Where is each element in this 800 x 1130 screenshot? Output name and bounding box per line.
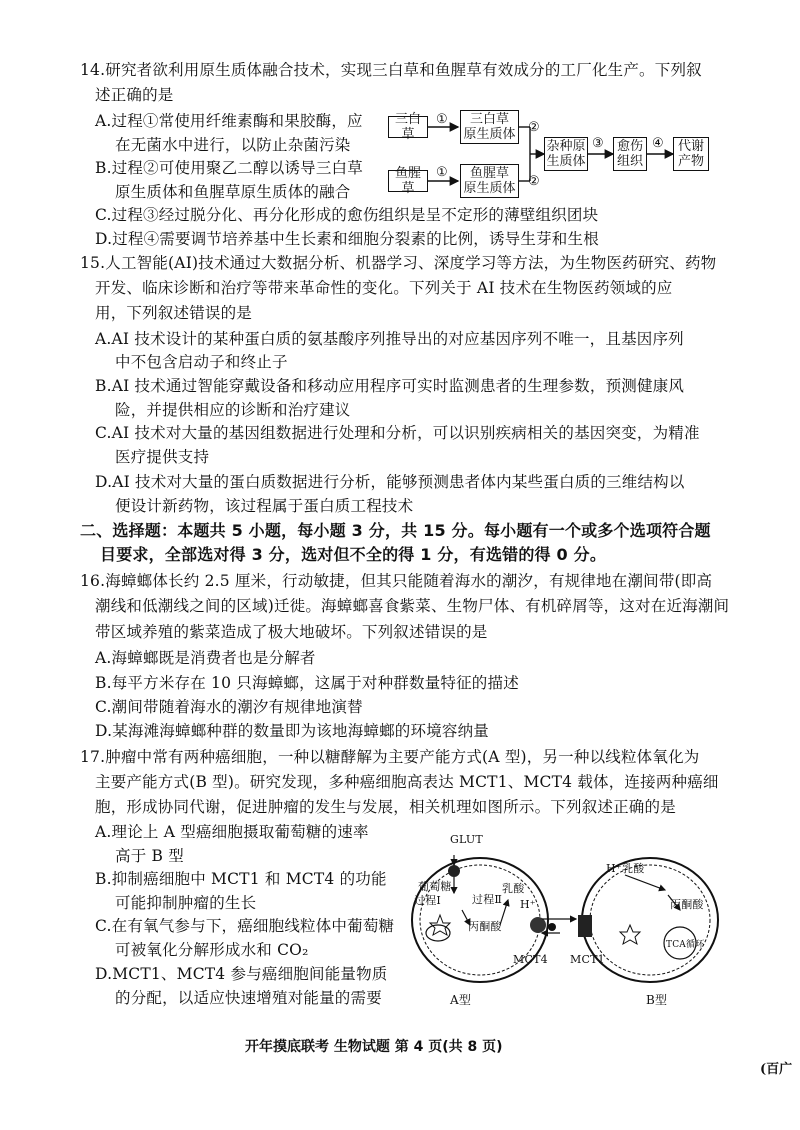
q15-option-d-line1: D.AI 技术对大量的蛋白质数据进行分析，能够预测患者体内某些蛋白质的三维结构以 bbox=[95, 473, 685, 491]
energy-star-b bbox=[620, 925, 640, 944]
q17-option-b-line2: 可能抑制肿瘤的生长 bbox=[115, 894, 257, 912]
q17-option-a-line1: A.理论上 A 型癌细胞摄取葡萄糖的速率 bbox=[95, 823, 369, 841]
process2-label: 过程Ⅱ bbox=[472, 893, 503, 906]
yuxingcao-protoplast-box bbox=[460, 164, 519, 198]
q15-option-c-line1: C.AI 技术对大量的基因组数据进行处理和分析，可以识别疾病相关的基因突变，为精准 bbox=[95, 424, 700, 442]
q17-option-d-line2: 的分配，以适应快速增殖对能量的需要 bbox=[115, 989, 382, 1007]
q15-option-b-line1: B.AI 技术通过智能穿戴设备和移动应用程序可实时监测患者的生理参数，预测健康风 bbox=[95, 377, 685, 395]
h-a-label: H⁺ bbox=[520, 898, 536, 911]
cell-b-label: B型 bbox=[646, 993, 668, 1007]
callus-box bbox=[613, 137, 647, 171]
q16-option-d: D.某海滩海蟑螂种群的数量即为该地海蟑螂的环境容纳量 bbox=[95, 722, 490, 740]
q17-stem-line2: 主要产能方式(B 型)。研究发现，多种癌细胞高表达 MCT1、MCT4 载体，连接两种癌细 bbox=[95, 773, 719, 791]
step1-label-top: ① bbox=[436, 112, 448, 127]
q15-option-a-line1: A.AI 技术设计的某种蛋白质的氨基酸序列推导出的对应基因序列不唯一，且基因序列 bbox=[95, 330, 684, 348]
pyruvate-b-label: 丙酮酸 bbox=[670, 898, 704, 911]
q15-stem-line2: 开发、临床诊断和治疗等带来革命性的变化。下列关于 AI 技术在生物医药领域的应 bbox=[95, 279, 673, 297]
sanbaicao-protoplast-l1: 三白草 bbox=[469, 112, 509, 127]
step4-label: ④ bbox=[652, 136, 664, 151]
lactate-b-label: 乳酸 bbox=[622, 862, 645, 875]
step2-label-bottom: ② bbox=[528, 174, 540, 189]
q15-stem-line1: 15.人工智能(AI)技术通过大数据分析、机器学习、深度学习等方法，为生物医药研究、药物 bbox=[80, 254, 717, 272]
q15-option-c-line2: 医疗提供支持 bbox=[115, 448, 210, 466]
q17-option-b-line1: B.抑制癌细胞中 MCT1 和 MCT4 的功能 bbox=[95, 870, 387, 888]
q16-option-b: B.每平方米存在 10 只海蟑螂，这属于对种群数量特征的描述 bbox=[95, 674, 519, 692]
callus-l2: 组织 bbox=[616, 154, 643, 169]
page-footer: 开年摸底联考 生物试题 第 4 页(共 8 页) bbox=[245, 1039, 503, 1055]
q14-option-b-line1: B.过程②可使用聚乙二醇以诱导三白草 bbox=[95, 159, 363, 177]
hybrid-l1: 杂种原 bbox=[546, 139, 586, 154]
q17-option-a-line2: 高于 B 型 bbox=[115, 847, 184, 865]
mct1-transporter bbox=[578, 915, 592, 937]
corner-mark: (百广 bbox=[760, 1062, 793, 1077]
q16-stem-line3: 带区域养殖的紫菜造成了极大地破坏。下列叙述错误的是 bbox=[95, 623, 488, 641]
metabolite-box bbox=[673, 137, 709, 171]
yuxingcao-protoplast-l1: 鱼腥草 bbox=[469, 166, 509, 181]
h-b-label: H⁺ bbox=[606, 862, 622, 875]
hybrid-l2: 生质体 bbox=[546, 154, 586, 169]
q17-stem-line1: 17.肿瘤中常有两种癌细胞，一种以糖酵解为主要产能方式(A 型)，另一种以线粒体氧化为 bbox=[80, 748, 700, 766]
cell-a-label: A型 bbox=[450, 993, 472, 1007]
q14-stem-line2: 述正确的是 bbox=[95, 86, 174, 104]
q14-flow-diagram bbox=[388, 108, 713, 200]
q16-option-a: A.海蟑螂既是消费者也是分解者 bbox=[95, 649, 316, 667]
sanbaicao-protoplast-l2: 原生质体 bbox=[463, 127, 516, 142]
q17-option-c-line1: C.在有氧气参与下，癌细胞线粒体中葡萄糖 bbox=[95, 917, 395, 935]
section2-header-line2: 目要求，全部选对得 3 分，选对但不全的得 1 分，有选错的得 0 分。 bbox=[100, 545, 607, 564]
section2-header-line1: 二、选择题：本题共 5 小题，每小题 3 分，共 15 分。每小题有一个或多个选项符合题 bbox=[80, 521, 711, 540]
q16-option-c: C.潮间带随着海水的潮汐有规律地演替 bbox=[95, 698, 363, 716]
pyruvate-a-label: 丙酮酸 bbox=[468, 920, 502, 933]
yuxingcao-box: 鱼腥草 bbox=[388, 170, 428, 192]
tca-label: TCA循环 bbox=[666, 940, 705, 950]
sanbaicao-box: 三白草 bbox=[388, 116, 428, 138]
metabolite-l1: 代谢 bbox=[677, 139, 704, 154]
q14-option-d: D.过程④需要调节培养基中生长素和细胞分裂素的比例，诱导生芽和生根 bbox=[95, 230, 599, 248]
callus-l1: 愈伤 bbox=[616, 139, 643, 154]
q16-stem-line1: 16.海蟑螂体长约 2.5 厘米，行动敏捷，但其只能随着海水的潮汐，有规律地在潮间带(即高 bbox=[80, 572, 713, 590]
q16-stem-line2: 潮线和低潮线之间的区域)迁徙。海蟑螂喜食紫菜、生物尸体、有机碎屑等，这对在近海潮间 bbox=[95, 597, 730, 615]
q17-stem-line3: 胞，形成协同代谢，促进肿瘤的发生与发展，相关机理如图所示。下列叙述正确的是 bbox=[95, 798, 676, 816]
lactate-a-label: 乳酸 bbox=[502, 882, 525, 895]
q15-stem-line3: 用，下列叙述错误的是 bbox=[95, 304, 253, 322]
q17-option-d-line1: D.MCT1、MCT4 参与癌细胞间能量物质 bbox=[95, 965, 388, 983]
q14-option-a-line1: A.过程①常使用纤维素酶和果胶酶，应 bbox=[95, 112, 363, 130]
mct4-label: MCT4 bbox=[513, 953, 548, 966]
q15-option-a-line2: 中不包含启动子和终止子 bbox=[115, 353, 288, 371]
sanbaicao-protoplast-box bbox=[460, 110, 519, 144]
q15-option-b-line2: 险，并提供相应的诊断和治疗建议 bbox=[115, 401, 351, 419]
step2-label-top: ② bbox=[528, 120, 540, 135]
process1-label: 过程Ⅰ bbox=[414, 894, 441, 907]
mct1-label: MCT1 bbox=[570, 953, 605, 966]
hybrid-protoplast-box bbox=[544, 137, 588, 171]
q14-option-a-line2: 在无菌水中进行，以防止杂菌污染 bbox=[115, 136, 351, 154]
q14-option-b-line2: 原生质体和鱼腥草原生质体的融合 bbox=[115, 183, 351, 201]
glut-label: GLUT bbox=[450, 833, 483, 846]
yuxingcao-protoplast-l2: 原生质体 bbox=[463, 181, 516, 196]
step1-label-bottom: ① bbox=[436, 165, 448, 180]
q14-option-c: C.过程③经过脱分化、再分化形成的愈伤组织是呈不定形的薄壁组织团块 bbox=[95, 206, 599, 224]
q14-stem-line1: 14.研究者欲利用原生质体融合技术，实现三白草和鱼腥草有效成分的工厂化生产。下列叙 bbox=[80, 61, 702, 79]
q17-cell-figure bbox=[410, 815, 722, 1013]
cell-b-inner-membrane bbox=[590, 865, 710, 975]
glucose-label: 葡萄糖 bbox=[418, 880, 452, 893]
metabolite-l2: 产物 bbox=[677, 154, 704, 169]
q17-option-c-line2: 可被氧化分解形成水和 CO₂ bbox=[115, 941, 309, 959]
glut-transporter bbox=[448, 865, 460, 877]
q15-option-d-line2: 便设计新药物，该过程属于蛋白质工程技术 bbox=[115, 497, 414, 515]
step3-label: ③ bbox=[592, 136, 604, 151]
